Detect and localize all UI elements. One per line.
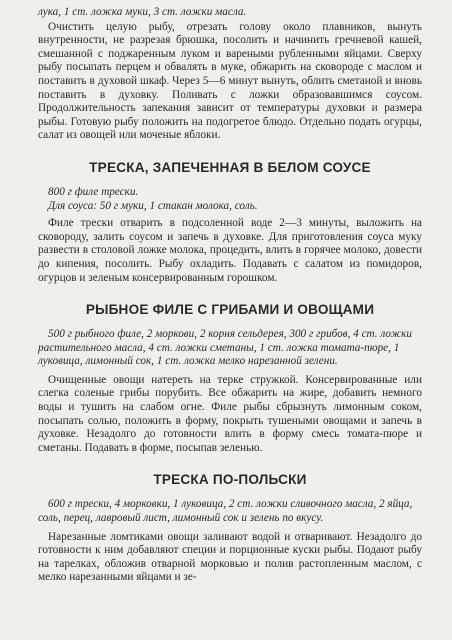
recipe-ingredients: 500 г рыбного филе, 2 моркови, 2 корня сельдерея, 300 г грибов, 4 ст. ложки растительного масла, 4 ст. ложки сметаны, 1 ст. ложка томата-пюре, 1 луковица, лимонный сок, 1 ст. ложка мелко нарезанной зелени. (38, 328, 412, 368)
recipe-title: РЫБНОЕ ФИЛЕ С ГРИБАМИ И ОВОЩАМИ (85, 302, 375, 318)
recipe-title: ТРЕСКА, ЗАПЕЧЕННАЯ В БЕЛОМ СОУСЕ (89, 159, 371, 175)
recipe-ingredients-sauce: Для соуса: 50 г муки, 1 стакан молока, соль. (48, 199, 258, 212)
recipe-body: Нарезанные ломтиками овощи заливают водой и отваривают. Незадолго до готовности к ним добавляют специи и порционные куски рыбы. Подают рыбу на тарелках, обложив отварной морковью и полив растопленным маслом, с мелко нарезанными яйцами и зе- (38, 530, 422, 584)
recipe-ingredients: 800 г филе трески. (48, 185, 139, 198)
recipe-body: Филе трески отварить в подсоленной воде 2—3 минуты, выложить на сковороду, залить соусом и запечь в духовке. Для приготовления соуса муку развести в столовой ложке молока, процедить, влить в горячее молоко, довести до кипения, посолить. Рыбу охладить. Подавать с салатом из помидоров, огурцов и зеленым консервированным горошком. (38, 217, 422, 284)
recipe-body: Очищенные овощи натереть на терке стружкой. Консервированные или слегка соленые грибы порубить. Все обжарить на жире, добавить немного воды и тушить на слабом огне. Филе рыбы сбрызнуть лимонным соком, посыпать солью, положить в форму, покрыть тушеными овощами и запечь в духовке. Незадолго до готовности влить в форму смесь томата-пюре и сметаны. Подавать в форме, посыпав зеленью. (38, 373, 422, 454)
recipe-ingredients: 600 г трески, 4 морковки, 1 луковица, 2 ст. ложки сливочного масла, 2 яйца, соль, перец, лавровый лист, лимонный сок и зелень по вкусу. (38, 498, 413, 525)
recipe-title: ТРЕСКА ПО-ПОЛЬСКИ (153, 472, 307, 488)
recipe-body: Очистить целую рыбу, отрезать голову около плавников, вынуть внутренности, не разрезая брюшка, посолить и начинить гречневой кашей, смешанной с поджаренным луком и вареными рубленными яйцами. Сверху рыбу посыпать перцем и обвалять в муке, обжарить на сковороде с маслом и поставить в духовой шкаф. Через 5—6 минут вынуть, облить сметаной и вновь поставить в духовку. Поливать с ложки образовавшимся соусом. Продолжительность запекания зависит от температуры духовки и размера рыбы. Готовую рыбу положить на подогретое блюдо. Отдельно подать огурцы, салат из овощей или моченые яблоки. (38, 20, 422, 142)
ingredients-continuation: лука, 1 ст. ложка муки, 3 ст. ложки масла. (38, 6, 247, 18)
